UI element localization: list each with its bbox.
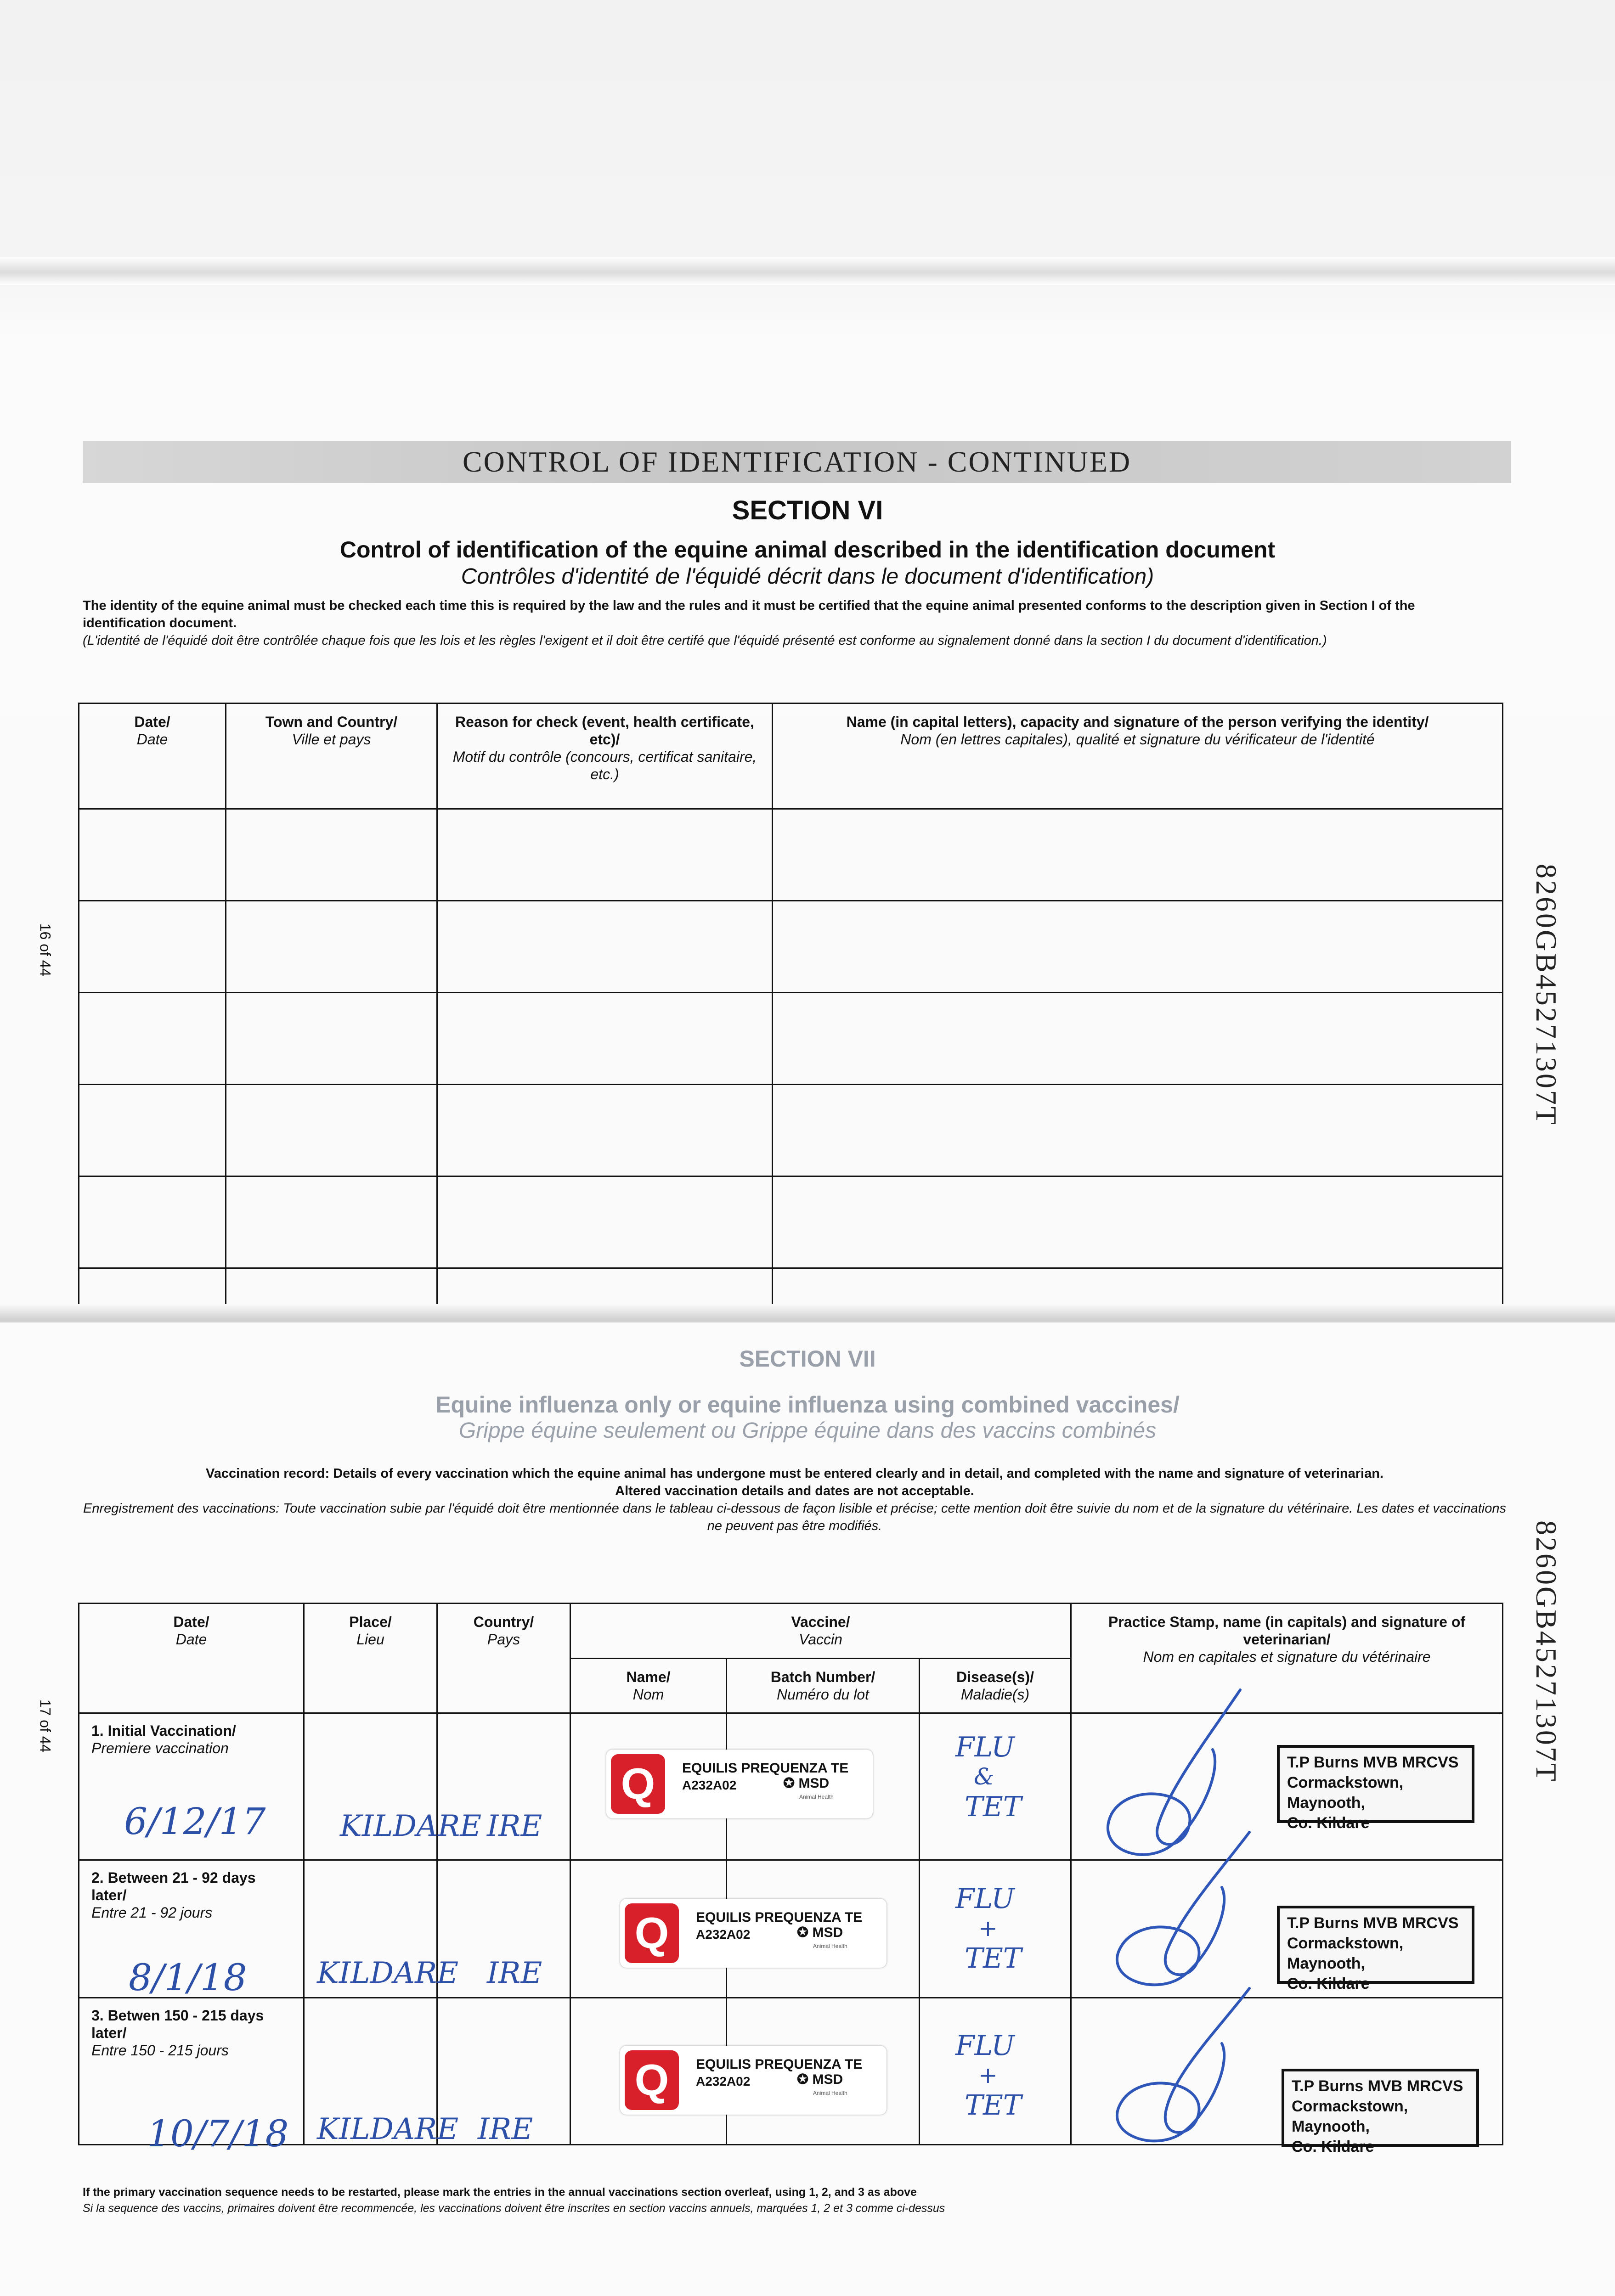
vaccine-name: EQUILIS PREQUENZA TE [696,1910,863,1925]
col-vaccine-name: Name/ Nom [570,1659,727,1713]
handwritten-place-2: KILDARE [317,1956,459,1990]
veterinarian-signatures [1075,1676,1304,2190]
handwritten-country-1: IRE [487,1809,542,1843]
cell[interactable] [226,1085,437,1176]
vaccine-sticker-2 [620,1899,887,1968]
table-row [79,993,1503,1085]
section-vi-title-fr: Contrôles d'identité de l'équidé décrit dans le document d'identification) [461,564,1154,589]
handwritten-place-3: KILDARE [317,2112,459,2146]
vacc-intro-en-2: Altered vaccination details and dates are not acceptable. [615,1484,974,1498]
stamp-line: Co. Kildare [1292,2138,1374,2155]
vaccine-name: EQUILIS PREQUENZA TE [696,2057,863,2072]
table-header-row [79,1604,1503,1659]
q-logo-icon: Q [611,1754,665,1814]
handwritten-place-1: KILDARE [340,1809,482,1843]
banner-title: CONTROL OF IDENTIFICATION - CONTINUED [462,445,1132,478]
handwritten-disease-2c: TET [965,1942,1022,1975]
cell[interactable] [773,901,1503,993]
page-number-17: 17 of 44 [37,1699,54,1753]
stamp-line: T.P Burns MVB MRCVS [1292,2077,1463,2095]
practice-stamp-2 [1277,1906,1474,1992]
row-label: 2. Between 21 - 92 days later/ Entre 21 - 92 jours [79,1860,304,1998]
table-row [79,1268,1503,1310]
col-diseases: Disease(s)/ Maladie(s) [920,1659,1071,1713]
handwritten-country-3: IRE [478,2112,533,2146]
section-vi-intro [83,597,1497,649]
stamp-line: Co. Kildare [1287,1814,1370,1832]
cell[interactable] [437,1085,773,1176]
cell[interactable] [773,1085,1503,1176]
handwritten-date-1: 6/12/17 [124,1800,266,1843]
col-vaccine: Vaccine/ Vaccin [570,1604,1071,1659]
section-vi-heading: SECTION VI [732,495,883,525]
row-label: 1. Initial Vaccination/ Premiere vaccination [79,1713,304,1860]
vaccine-name: EQUILIS PREQUENZA TE [682,1761,849,1776]
practice-stamp-1 [1277,1745,1474,1832]
signature-3 [1117,1988,1249,2141]
col-reason: Reason for check (event, health certificate, etc)/ Motif du contrôle (concours, certificat sanitaire, etc.) [437,703,773,809]
section-banner [83,441,1511,483]
batch-number: A232A02 [696,2074,751,2088]
col-town-country: Town and Country/ Ville et pays [226,703,437,809]
vaccine-sticker-1 [606,1750,873,1818]
cell[interactable] [437,809,773,901]
cell[interactable] [773,1176,1503,1268]
footer-note-fr: Si la sequence des vaccins, primaires doivent être recommencée, les vaccinations doivent être inscrites en section vaccins annuels, marquées 1, 2 et 3 comme ci-dessus [83,2202,945,2215]
table-header-row [79,703,1503,809]
footer-note-en: If the primary vaccination sequence needs to be restarted, please mark the entries in the annual vaccinations section overleaf, using 1, 2, and 3 as above [83,2186,917,2199]
handwritten-disease-1a: FLU [955,1731,1015,1763]
practice-stamp-3 [1282,2069,1479,2155]
stamp-line: T.P Burns MVB MRCVS [1287,1754,1459,1771]
handwritten-disease-3a: FLU [955,2030,1015,2062]
handwritten-date-3: 10/7/18 [147,2112,289,2155]
vaccine-sticker-3 [620,2046,887,2115]
col-country: Country/ Pays [437,1604,570,1713]
cell[interactable] [226,993,437,1085]
handwritten-disease-3b: + [978,2062,998,2088]
cell[interactable] [226,1268,437,1310]
cell[interactable] [226,1176,437,1268]
cell[interactable] [437,1268,773,1310]
table-row [79,1085,1503,1176]
batch-number: A232A02 [696,1927,751,1941]
col-practice-stamp: Practice Stamp, name (in capitals) and signature of veterinarian/ Nom en capitales et signature du vétérinaire [1071,1604,1503,1713]
cell[interactable] [79,809,226,901]
section-vii-intro [83,1465,1507,1535]
handwritten-disease-2b: + [978,1915,998,1941]
vaccination-page [0,1322,1615,2296]
cell[interactable] [773,1268,1503,1310]
cell[interactable] [437,993,773,1085]
cell[interactable] [79,1268,226,1310]
handwritten-disease-3c: TET [965,2089,1022,2122]
msd-sub: Animal Health [813,1943,847,1949]
identification-check-table [78,703,1503,1310]
plastic-sleeve-edge [0,257,1615,285]
vacc-intro-en-1: Vaccination record: Details of every vaccination which the equine animal has undergone must be entered clearly and in detail, and completed with the name and signature of veterinarian. [206,1466,1383,1481]
table-row [79,809,1503,901]
intro-fr: (L'identité de l'équidé doit être contrôlée chaque fois que les lois et les règles l'exigent et il doit être certifé que l'équidé présenté est conforme au signalement donné dans la section I du document d'identification.) [83,633,1327,648]
side-code-bottom: 8260GB45271307T [1530,1520,1563,1783]
section-vii-title-fr: Grippe équine seulement ou Grippe équine dans des vaccins combinés [458,1418,1157,1443]
msd-logo-icon: ✪ MSD [797,1925,843,1940]
col-date: Date/ Date [79,703,226,809]
cell[interactable] [773,993,1503,1085]
stamp-line: Co. Kildare [1287,1975,1370,1992]
cell[interactable] [79,901,226,993]
stamp-line: Cormackstown, Maynooth, [1287,1774,1404,1812]
cell[interactable] [79,993,226,1085]
cell[interactable] [226,901,437,993]
q-logo-icon: Q [625,1903,679,1963]
handwritten-disease-1b: & [974,1763,994,1790]
signature-1 [1108,1690,1240,1855]
col-batch-number: Batch Number/ Numéro du lot [727,1659,920,1713]
table-row [79,901,1503,993]
col-date: Date/ Date [79,1604,304,1713]
side-code-top: 8260GB45271307T [1530,864,1563,1126]
cell[interactable] [437,1176,773,1268]
stamp-line: T.P Burns MVB MRCVS [1287,1914,1459,1932]
cell[interactable] [79,1176,226,1268]
cell[interactable] [437,901,773,993]
stamp-line: Cormackstown, Maynooth, [1287,1935,1404,1972]
vacc-intro-fr: Enregistrement des vaccinations: Toute vaccination subie par l'équidé doit être mentionnée dans le tableau ci-dessous de façon lisible et précise; cette mention doit être suivie du nom et de la signature du vétérinaire. Les dates et vaccinations ne peuvent pas être modifiés. [83,1501,1506,1533]
cell[interactable] [773,809,1503,901]
handwritten-date-2: 8/1/18 [129,1956,247,1999]
msd-sub: Animal Health [813,2090,847,2096]
msd-logo-icon: ✪ MSD [783,1776,830,1791]
section-vii-title-en: Equine influenza only or equine influenza using combined vaccines/ [435,1392,1180,1418]
row-label: 3. Betwen 150 - 215 days later/ Entre 150 - 215 jours [79,1998,304,2145]
section-vi-title-en: Control of identification of the equine animal described in the identification document [339,537,1276,563]
msd-sub: Animal Health [799,1794,834,1800]
table-row [79,1176,1503,1268]
intro-en: The identity of the equine animal must be checked each time this is required by the law and the rules and it must be certified that the equine animal presented conforms to the description given in Section I of the identification document. [83,598,1415,630]
stamp-line: Cormackstown, Maynooth, [1292,2098,1408,2135]
msd-logo-icon: ✪ MSD [797,2072,843,2087]
col-place: Place/ Lieu [304,1604,437,1713]
handwritten-disease-1c: TET [965,1791,1022,1823]
handwritten-country-2: IRE [487,1956,542,1990]
q-logo-icon: Q [625,2050,679,2110]
cell[interactable] [226,809,437,901]
cell[interactable] [79,1085,226,1176]
batch-number: A232A02 [682,1778,737,1792]
section-vii-heading: SECTION VII [739,1346,876,1372]
col-verifier: Name (in capital letters), capacity and signature of the person verifying the identity/ Nom (en lettres capitales), qualité et signature du vérificateur de l'identité [773,703,1503,809]
page-number-16: 16 of 44 [37,923,54,977]
handwritten-disease-2a: FLU [955,1883,1015,1915]
